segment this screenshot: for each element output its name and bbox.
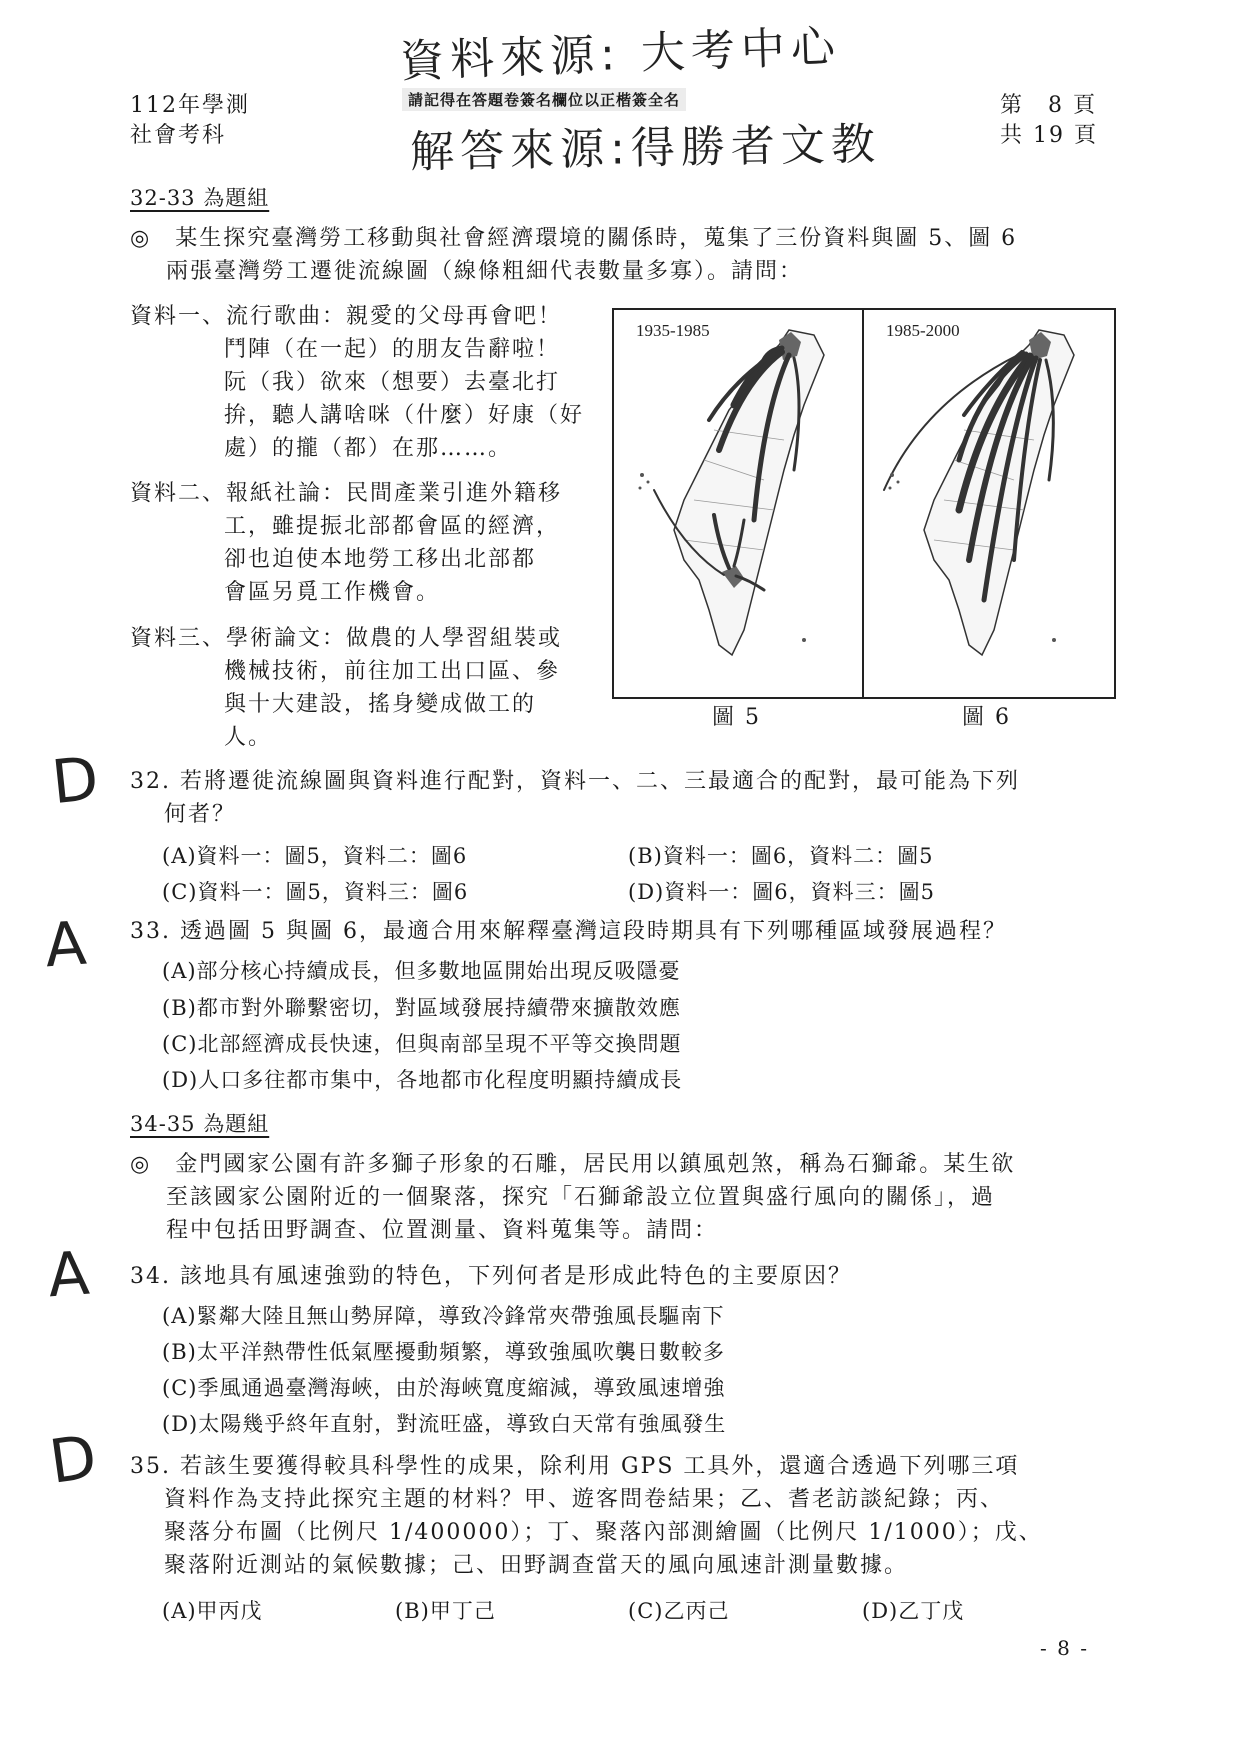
handwritten-answer-q33: A	[42, 908, 89, 982]
group1-intro	[130, 222, 1017, 288]
page-label: 第 8 頁	[1000, 93, 1097, 118]
q35-option-d: (D)乙丁戊	[862, 1599, 965, 1623]
figure-6-migration-map	[862, 308, 1116, 699]
handwritten-answer-q35: D	[45, 1422, 101, 1498]
page-number: - 8 -	[1040, 1636, 1089, 1660]
q32-stem-line: 32. 若將遷徙流線圖與資料進行配對，資料一、二、三最適合的配對，最可能為下列	[130, 769, 1020, 794]
group2-intro-line: ◎ 金門國家公園有許多獅子形象的石雕，居民用以鎮風剋煞，稱為石獅爺。某生欲	[130, 1152, 1016, 1177]
data2-line: 資料二、報紙社論：民間產業引進外籍移	[130, 481, 563, 506]
exam-year: 112年學測	[130, 93, 250, 118]
data3-line: 與十大建設，搖身變成做工的	[224, 692, 537, 717]
fig5-period-label: 1935-1985	[636, 321, 710, 340]
handwritten-answer-source-note: 解答來源:得勝者文教	[409, 118, 882, 179]
q34-stem: 34. 該地具有風速強勁的特色，下列何者是形成此特色的主要原因？	[130, 1264, 852, 1289]
q32-stem-line: 何者？	[164, 802, 237, 827]
q32-option-c: (C)資料一：圖5，資料三：圖6	[162, 880, 469, 904]
q33-option-c: (C)北部經濟成長快速，但與南部呈現不平等交換問題	[162, 1032, 682, 1056]
q34-option-b: (B)太平洋熱帶性低氣壓擾動頻繁，導致強風吹襲日數較多	[162, 1340, 725, 1364]
q35-option-a: (A)甲丙戊	[162, 1599, 263, 1623]
signature-reminder-stamp: 請記得在答題卷簽名欄位以正楷簽全名	[402, 88, 686, 111]
q32-option-a: (A)資料一：圖5，資料二：圖6	[162, 844, 468, 868]
data2-line: 會區另覓工作機會。	[224, 580, 441, 605]
group2-intro	[130, 1148, 1015, 1247]
q33-option-b: (B)都市對外聯繫密切，對區域發展持續帶來擴散效應	[162, 996, 681, 1020]
data3-line: 機械技術，前往加工出口區、參	[224, 659, 561, 684]
group-title-34-35: 34-35 為題組	[130, 1112, 270, 1136]
q35-stem-line: 35. 若該生要獲得較具科學性的成果，除利用 GPS 工具外，還適合透過下列哪三項	[130, 1454, 1020, 1479]
data2-line: 卻也迫使本地勞工移出北部都	[224, 547, 537, 572]
figure-6-caption: 圖 6	[962, 705, 1011, 730]
data2-line: 工，雖提振北部都會區的經濟，	[224, 514, 561, 539]
subject-name: 社會考科	[130, 123, 227, 148]
q34-option-d: (D)太陽幾乎終年直射，對流旺盛，導致白天常有強風發生	[162, 1412, 727, 1436]
handwritten-answer-q32: D	[48, 743, 102, 819]
figure-5-migration-map	[612, 308, 866, 699]
q35-stem-line: 聚落附近測站的氣候數據；己、田野調查當天的風向風速計測量數據。	[164, 1553, 909, 1578]
taiwan-map-1985-2000	[864, 310, 1114, 697]
q32-option-d: (D)資料一：圖6，資料三：圖5	[628, 880, 935, 904]
group1-intro-line: ◎ 某生探究臺灣勞工移動與社會經濟環境的關係時，蒐集了三份資料與圖 5、圖 6	[130, 226, 1018, 251]
q33-option-d: (D)人口多往都市集中，各地都市化程度明顯持續成長	[162, 1068, 683, 1092]
q35-option-c: (C)乙丙己	[628, 1599, 730, 1623]
q33-stem: 33. 透過圖 5 與圖 6，最適合用來解釋臺灣這段時期具有下列哪種區域發展過程？	[130, 919, 1007, 944]
handwritten-answer-q34: A	[45, 1238, 92, 1312]
group1-intro-line: 兩張臺灣勞工遷徙流線圖（線條粗細代表數量多寡）。請問：	[166, 259, 804, 284]
q34-option-a: (A)緊鄰大陸且無山勢屏障，導致冷鋒常夾帶強風長驅南下	[162, 1304, 725, 1328]
figure-5-caption: 圖 5	[712, 705, 761, 730]
data3-line: 人。	[224, 725, 273, 750]
group2-intro-line: 至該國家公園附近的一個聚落，探究「石獅爺設立位置與盛行風向的關係」，過	[166, 1185, 996, 1210]
data1-line: 拚，聽人講啥咪（什麼）好康（好	[224, 403, 585, 428]
data3-line: 資料三、學術論文：做農的人學習組裝或	[130, 626, 563, 651]
data3-block	[130, 622, 562, 754]
q32-option-b: (B)資料一：圖6，資料二：圖5	[628, 844, 934, 868]
data2-block	[130, 477, 562, 609]
q32-stem	[130, 765, 1020, 831]
q35-stem	[130, 1450, 1043, 1582]
q34-option-c: (C)季風通過臺灣海峽，由於海峽寬度縮減，導致風速增強	[162, 1376, 726, 1400]
taiwan-map-1935-1985	[614, 310, 864, 697]
data1-line: 阮（我）欲來（想要）去臺北打	[224, 370, 561, 395]
handwritten-source-note: 資料來源: 大考中心	[399, 21, 842, 88]
data1-block	[130, 300, 584, 465]
total-pages-label: 共 19 頁	[1000, 123, 1098, 148]
group-title-32-33: 32-33 為題組	[130, 186, 270, 210]
q35-stem-line: 資料作為支持此探究主題的材料？甲、遊客問卷結果；乙、耆老訪談紀錄；丙、	[164, 1487, 1005, 1512]
q35-stem-line: 聚落分布圖（比例尺 1/400000）；丁、聚落內部測繪圖（比例尺 1/1000）；戊、	[164, 1520, 1043, 1545]
q33-option-a: (A)部分核心持續成長，但多數地區開始出現反吸隱憂	[162, 959, 681, 983]
data1-line: 資料一、流行歌曲：親愛的父母再會吧！	[130, 304, 563, 329]
group2-intro-line: 程中包括田野調查、位置測量、資料蒐集等。請問：	[166, 1218, 719, 1243]
q35-option-b: (B)甲丁己	[395, 1599, 496, 1623]
fig6-period-label: 1985-2000	[886, 321, 960, 340]
data1-line: 處）的攏（都）在那……。	[224, 436, 513, 461]
data1-line: 鬥陣（在一起）的朋友告辭啦！	[224, 337, 561, 362]
